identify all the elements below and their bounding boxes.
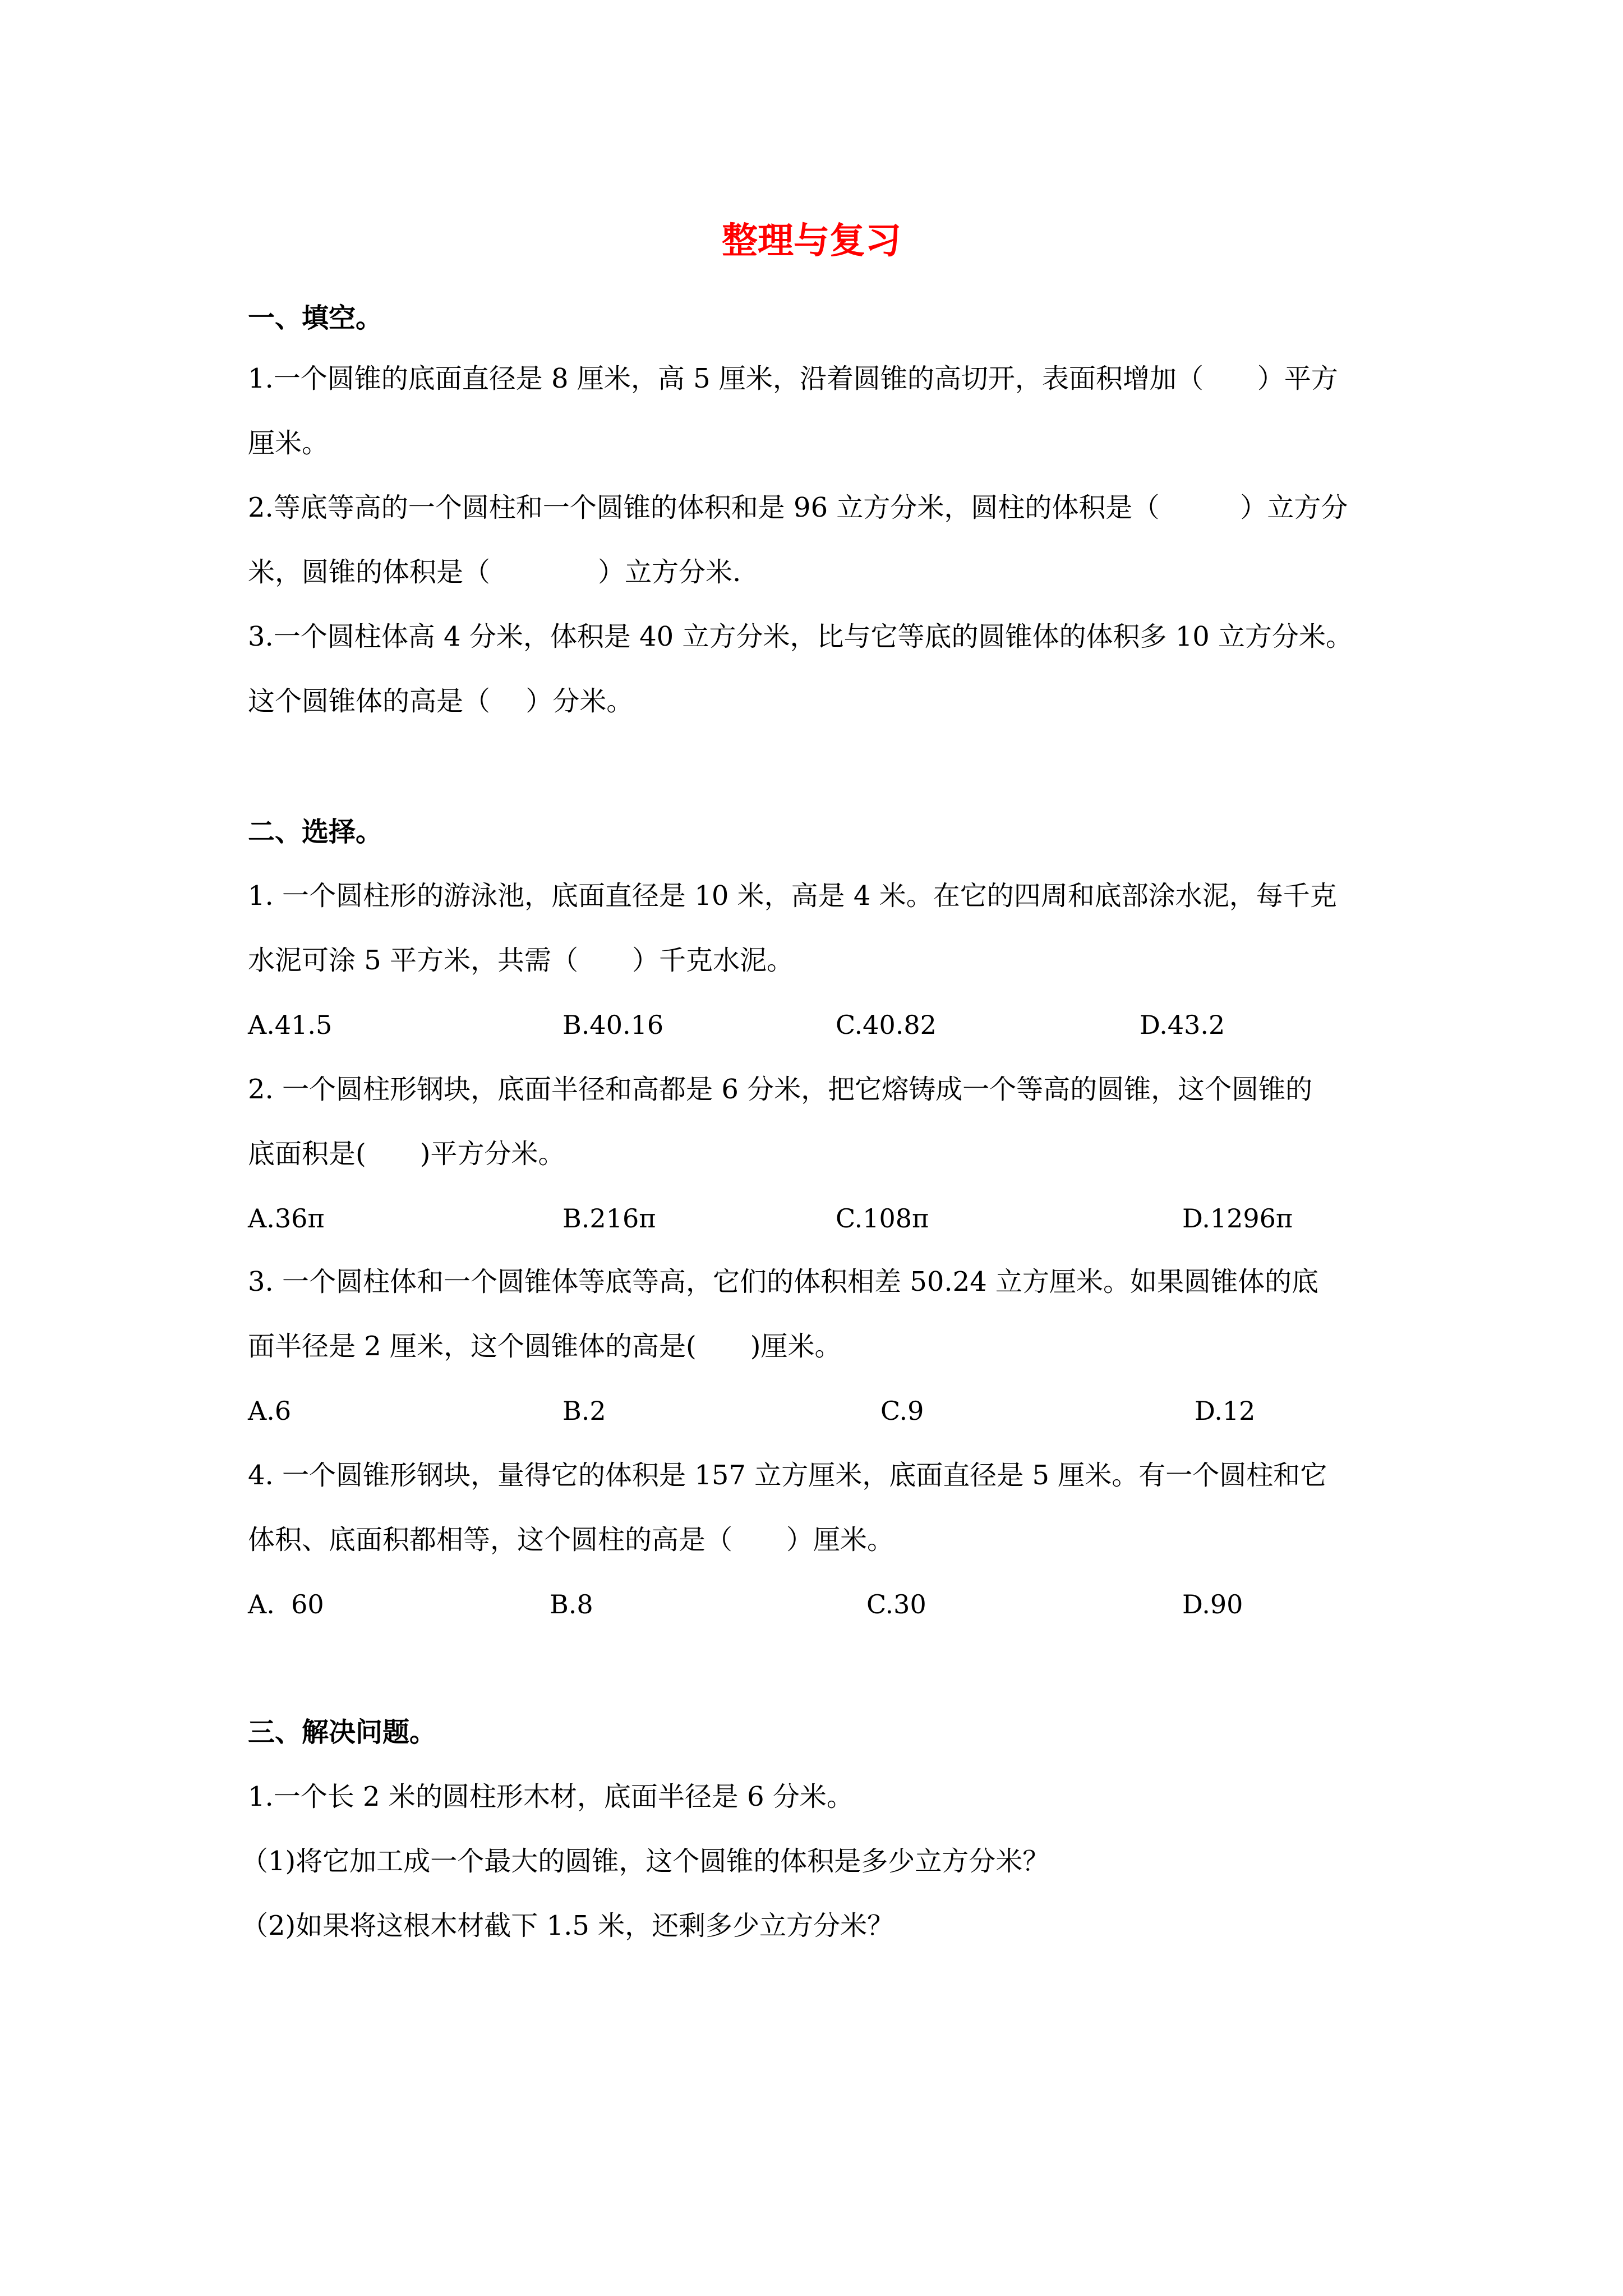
s1-q3-line1: 3.一个圆柱体高 4 分米，体积是 40 立方分米，比与它等底的圆锥体的体积多 10 立方分米。 bbox=[248, 621, 1353, 652]
option-a: A. 60 bbox=[248, 1589, 324, 1619]
s2-q2-line1: 2. 一个圆柱形钢块，底面半径和高都是 6 分米，把它熔铸成一个等高的圆锥，这个圆锥的 bbox=[248, 1074, 1313, 1105]
s1-q1-line2: 厘米。 bbox=[248, 427, 329, 459]
s1-q1-line1: 1.一个圆锥的底面直径是 8 厘米，高 5 厘米，沿着圆锥的高切开，表面积增加（ ）平方 bbox=[248, 363, 1338, 394]
option-a: A.36π bbox=[248, 1203, 325, 1234]
section-heading-fill-blank: 一、填空。 bbox=[248, 302, 383, 334]
section-heading-problem-solving: 三、解决问题。 bbox=[248, 1717, 437, 1748]
s2-q1-line2: 水泥可涂 5 平方米，共需（ ）千克水泥。 bbox=[248, 945, 794, 976]
option-a: A.6 bbox=[248, 1396, 292, 1426]
s3-q1-line1: 1.一个长 2 米的圆柱形木材，底面半径是 6 分米。 bbox=[248, 1781, 854, 1812]
s1-q2-line2: 米，圆锥的体积是（ ）立方分米. bbox=[248, 556, 741, 588]
option-b: B.40.16 bbox=[562, 1010, 664, 1040]
s2-q3-line2: 面半径是 2 厘米，这个圆锥体的高是( )厘米。 bbox=[248, 1331, 842, 1362]
option-b: B.216π bbox=[562, 1203, 656, 1234]
option-b: B.2 bbox=[562, 1396, 606, 1426]
option-c: C.40.82 bbox=[836, 1010, 937, 1040]
s2-q3-line1: 3. 一个圆柱体和一个圆锥体等底等高，它们的体积相差 50.24 立方厘米。如果圆锥体的底 bbox=[248, 1266, 1318, 1297]
s2-q1-line1: 1. 一个圆柱形的游泳池，底面直径是 10 米，高是 4 米。在它的四周和底部涂水泥，每千克 bbox=[248, 880, 1337, 912]
option-b: B.8 bbox=[550, 1589, 593, 1619]
option-d: D.1296π bbox=[1182, 1203, 1293, 1234]
option-c: C.9 bbox=[880, 1396, 924, 1426]
s3-q1-sub2: （2)如果将这根木材截下 1.5 米，还剩多少立方分米？ bbox=[241, 1910, 895, 1941]
section-heading-multiple-choice: 二、选择。 bbox=[248, 816, 383, 848]
option-d: D.90 bbox=[1182, 1589, 1243, 1619]
option-c: C.30 bbox=[866, 1589, 926, 1619]
option-d: D.12 bbox=[1195, 1396, 1256, 1426]
s1-q3-line2: 这个圆锥体的高是（ ）分米。 bbox=[248, 685, 634, 717]
s1-q2-line1: 2.等底等高的一个圆柱和一个圆锥的体积和是 96 立方分米，圆柱的体积是（ ）立方分 bbox=[248, 492, 1348, 523]
s2-q4-line1: 4. 一个圆锥形钢块，量得它的体积是 157 立方厘米，底面直径是 5 厘米。有一个圆柱和它 bbox=[248, 1460, 1327, 1491]
option-c: C.108π bbox=[836, 1203, 929, 1234]
page-title: 整理与复习 bbox=[722, 220, 901, 262]
s2-q2-line2: 底面积是( )平方分米。 bbox=[248, 1138, 565, 1170]
s2-q4-line2: 体积、底面积都相等，这个圆柱的高是（ ）厘米。 bbox=[248, 1524, 895, 1556]
option-a: A.41.5 bbox=[248, 1010, 333, 1040]
s3-q1-sub1: （1)将它加工成一个最大的圆锥，这个圆锥的体积是多少立方分米？ bbox=[241, 1846, 1050, 1877]
option-d: D.43.2 bbox=[1140, 1010, 1225, 1040]
